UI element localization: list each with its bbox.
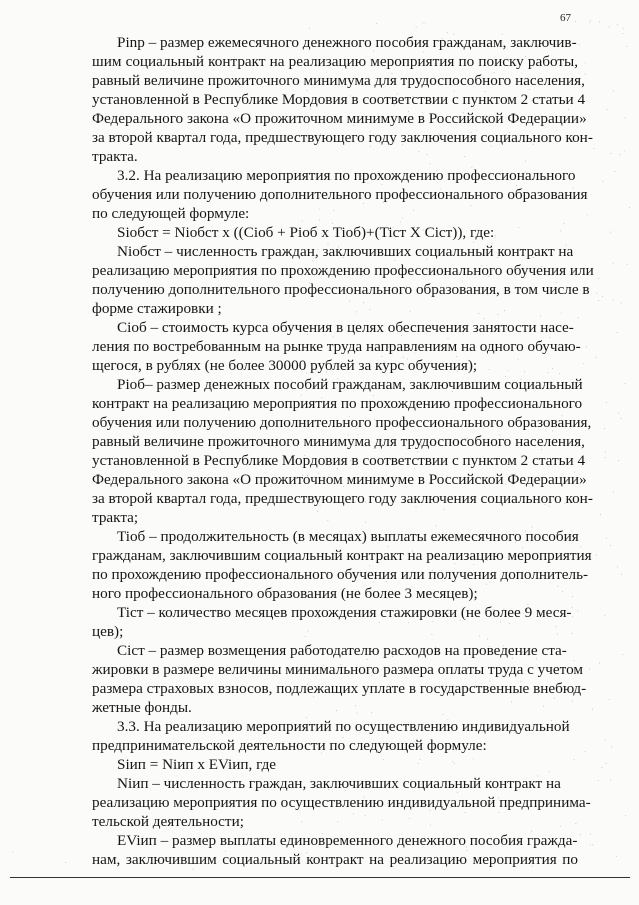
text-line: Niип – численность граждан, заключивших социальный контракт на [117, 775, 561, 792]
text-line: Tioб – продолжительность (в месяцах) выплаты ежемесячного пособия [117, 528, 579, 545]
text-line: получению дополнительного профессионального образования, в том числе в [92, 281, 590, 298]
text-line: Pinp – размер ежемесячного денежного пособия гражданам, заключив- [117, 34, 577, 51]
text-line: Федерального закона «О прожиточном минимуме в Российской Федерации» [92, 110, 587, 127]
text-line: Ticт – количество месяцев прохождения стажировки (не более 9 меся- [117, 604, 572, 621]
text-line: гражданам, заключившим социальный контракт на реализацию мероприятия [92, 547, 592, 564]
text-line: тракта. [92, 148, 138, 165]
text-line: 3.2. На реализацию мероприятия по прохождению профессионального [117, 167, 576, 184]
text-line: ного профессионального образования (не более 3 месяцев); [92, 585, 478, 602]
text-line: EViип – размер выплаты единовременного денежного пособия гражда- [117, 832, 578, 849]
text-line: Ciст – размер возмещения работодателю расходов на проведение ста- [117, 642, 567, 659]
text-line: ления по востребованным на рынке труда направлениям на одного обучаю- [92, 338, 581, 355]
text-line: щегося, в рублях (не более 30000 рублей за курс обучения); [92, 357, 478, 374]
text-line: реализацию мероприятия по прохождению профессионального обучения или [92, 262, 594, 279]
text-line: обучения или получению дополнительного профессионального образования, [92, 414, 592, 431]
text-line: по следующей формуле: [92, 205, 250, 222]
text-line: Nioбст – численность граждан, заключивших социальный контракт на [117, 243, 574, 260]
text-line: контракт на реализацию мероприятия по прохождению профессионального [92, 395, 583, 412]
text-line: Cioб – стоимость курса обучения в целях обеспечения занятости насе- [117, 319, 574, 336]
text-line: тельской деятельности; [92, 813, 244, 830]
text-line: цев); [92, 623, 124, 640]
text-line: форме стажировки ; [92, 300, 222, 317]
text-line: равный величине прожиточного минимума для трудоспособного населения, [92, 433, 585, 450]
text-line: установленной в Республике Мордовия в соответствии с пунктом 2 статьи 4 [92, 91, 586, 108]
text-line: 3.3. На реализацию мероприятий по осуществлению индивидуальной [117, 718, 570, 735]
text-line: равный величине прожиточного минимума для трудоспособного населения, [92, 72, 585, 89]
text-line: реализацию мероприятия по осуществлению индивидуальной предпринима- [92, 794, 591, 811]
text-line: предпринимательской деятельности по следующей формуле: [92, 737, 487, 754]
text-line: шим социальный контракт на реализацию мероприятия по поиску работы, [92, 53, 578, 70]
text-line: установленной в Республике Мордовия в соответствии с пунктом 2 статьи 4 [92, 452, 586, 469]
text-line: нам, заключившим социальный контракт на реализацию мероприятия по [92, 851, 578, 868]
text-line: Федерального закона «О прожиточном минимуме в Российской Федерации» [92, 471, 587, 488]
text-line: обучения или получению дополнительного профессионального образования [92, 186, 588, 203]
text-line: Pioб– размер денежных пособий гражданам, заключившим социальный [117, 376, 583, 393]
text-line: жетные фонды. [92, 699, 192, 716]
text-line: тракта; [92, 509, 139, 526]
page-number: 67 [560, 12, 571, 24]
text-line: размера страховых взносов, подлежащих уплате в государственные внебюд- [92, 680, 587, 697]
formula: Siип = Niип х EViип, где [117, 756, 277, 773]
text-line: жировки в размере величины минимального размера оплаты труда с учетом [92, 661, 583, 678]
text-line: по прохождению профессионального обучения или получения дополнитель- [92, 566, 589, 583]
page-bottom-border [10, 877, 630, 878]
text-line: за второй квартал года, предшествующего году заключения социального кон- [92, 129, 593, 146]
formula: Sioбст = Nioбст х ((Cioб + Pioб х Tioб)+(Ticт Х Ciст)), где: [117, 224, 495, 241]
text-line: за второй квартал года, предшествующего году заключения социального кон- [92, 490, 593, 507]
